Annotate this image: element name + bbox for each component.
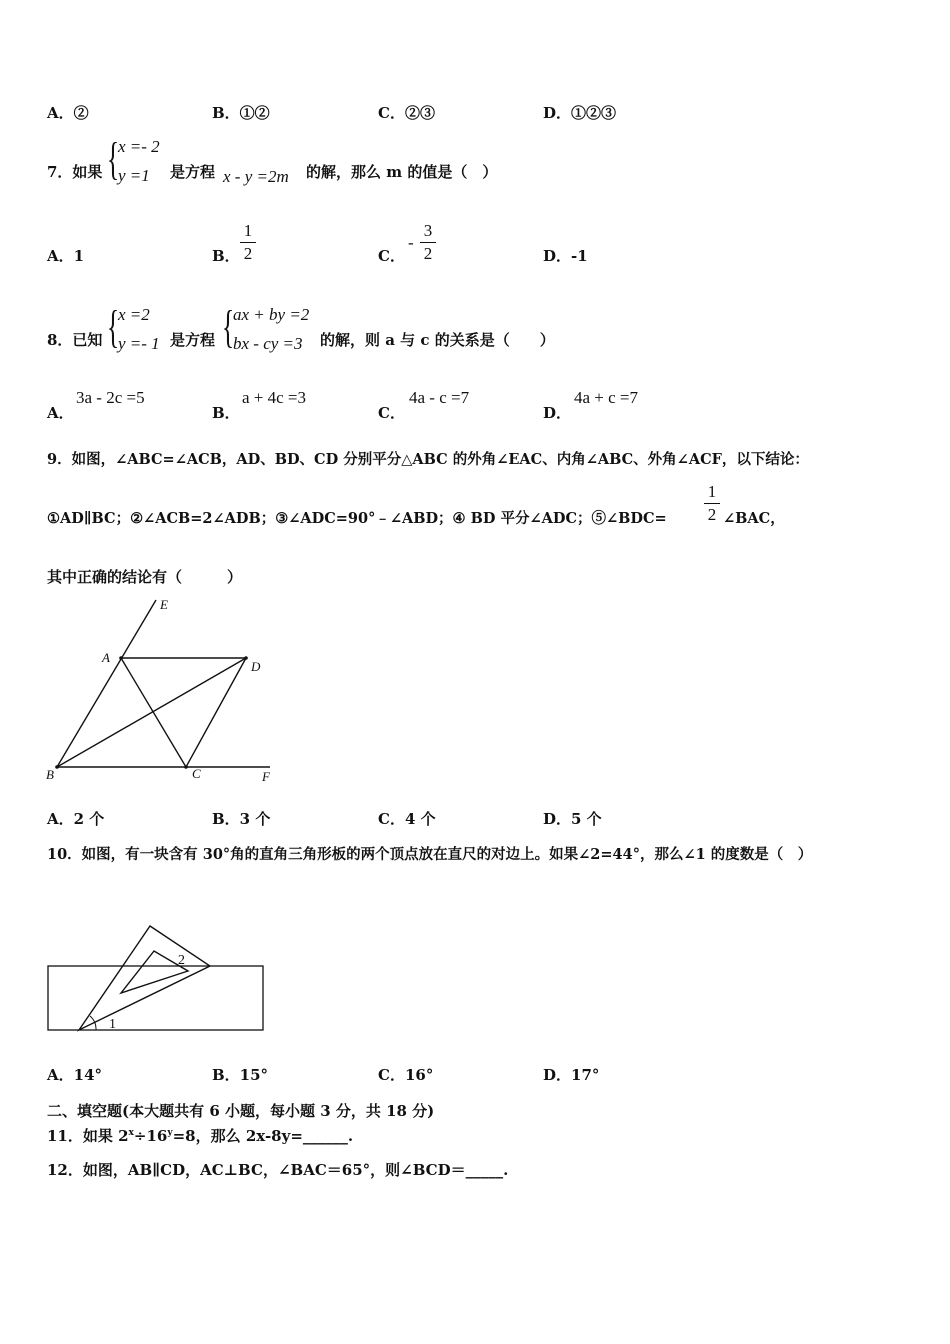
q8-system2-line2: bx - cy =3: [233, 334, 303, 353]
q6-option-b: B．①②: [212, 104, 270, 122]
q9-conclusions: ①AD∥BC；②∠ACB=2∠ADB；③∠ADC=90°﹣∠ABD；④ BD 平分∠ADC；⑤∠BDC=: [47, 510, 667, 527]
q9-option-c: C．4 个: [378, 810, 436, 828]
q6-option-a: A．②: [47, 104, 89, 122]
q10-option-b: B．15°: [212, 1066, 269, 1084]
q8-system1-line2: y =- 1: [118, 334, 160, 353]
q7-option-b-numerator: 1: [243, 221, 253, 240]
q8-option-b-label: B．: [212, 404, 240, 422]
q10-option-c: C．16°: [378, 1066, 434, 1084]
q11-sup-x: x: [128, 1128, 134, 1138]
q8-system1-line1: x =2: [118, 305, 150, 324]
q11-mid: ÷16: [133, 1127, 168, 1145]
q9-option-a: A．2 个: [47, 810, 105, 828]
q12-text: 12．如图，AB∥CD，AC⊥BC，∠BAC＝65°，则∠BCD＝_____.: [47, 1161, 509, 1179]
q8-option-c-expr: 4a - c =7: [409, 388, 470, 407]
q7-option-d: D．-1: [543, 247, 588, 265]
q7-option-b-label: B．: [212, 247, 240, 265]
q11-post: =8，那么 2x-8y=______.: [172, 1127, 354, 1145]
q10-stem: 10．如图，有一块含有 30°角的直角三角形板的两个顶点放在直尺的对边上。如果∠2=44°，那么∠1 的度数是（ ）: [47, 846, 813, 863]
q9-label-c: C: [192, 766, 201, 781]
q9-stem: 9．如图，∠ABC=∠ACB，AD、BD、CD 分别平分△ABC 的外角∠EAC、内角∠ABC、外角∠ACF，以下结论：: [47, 451, 809, 468]
q7-middle-text: 是方程: [170, 163, 216, 181]
q7-number: 7．如果: [47, 163, 103, 181]
q8-option-b-expr: a + 4c =3: [242, 388, 307, 407]
q9-label-d: D: [251, 659, 261, 674]
q8-option-d-label: D．: [543, 404, 572, 422]
q10-label-angle2: 2: [178, 953, 185, 968]
q7-option-c-sign: -: [408, 233, 414, 252]
q9-label-e: E: [160, 597, 168, 612]
q10-option-a: A．14°: [47, 1066, 103, 1084]
q8-option-a-label: A．: [47, 404, 74, 422]
q7-equation: x - y =2m: [223, 167, 289, 186]
q6-option-d: D．①②③: [543, 104, 617, 122]
q9-conclusions-tail: ∠BAC，: [723, 510, 785, 527]
q8-system2-line1: ax + by =2: [233, 305, 310, 324]
q8-option-d-expr: 4a + c =7: [574, 388, 639, 407]
q8-option-c-label: C．: [378, 404, 405, 422]
q8-option-a-expr: 3a - 2c =5: [76, 388, 145, 407]
q9-fraction-denominator: 2: [707, 505, 717, 524]
q9-label-f: F: [262, 769, 270, 784]
q10-option-d: D．17°: [543, 1066, 600, 1084]
q9-label-b: B: [46, 767, 54, 782]
q8-system1-brace: {: [107, 301, 120, 352]
q7-system-line2: y =1: [118, 166, 150, 185]
q11-pre: 11．如果 2: [47, 1127, 129, 1145]
q8-number: 8．已知: [47, 331, 103, 349]
q9-option-b: B．3 个: [212, 810, 271, 828]
q7-option-c-denominator: 2: [423, 244, 433, 263]
q11-text: [47, 1125, 353, 1146]
q7-option-c-label: C．: [378, 247, 405, 265]
q11-sup-y: y: [167, 1128, 173, 1138]
q7-option-b-denominator: 2: [243, 244, 253, 263]
q9-option-d: D．5 个: [543, 810, 602, 828]
q8-system2-brace: {: [222, 301, 235, 352]
q7-tail-text: 的解，那么 m 的值是（ ）: [306, 163, 498, 181]
q9-fraction-numerator: 1: [707, 482, 717, 501]
q8-middle-text: 是方程: [170, 331, 216, 349]
q9-label-a: A: [102, 650, 110, 665]
q6-option-c: C．②③: [378, 104, 435, 122]
q10-ruler: [48, 966, 263, 1030]
q7-system-line1: x =- 2: [118, 137, 160, 156]
q10-label-angle1: 1: [109, 1017, 116, 1032]
q7-system-brace: {: [107, 133, 120, 184]
q9-ask: 其中正确的结论有（ ）: [47, 568, 243, 586]
q8-tail-text: 的解，则 a 与 c 的关系是（ ）: [320, 331, 555, 349]
q7-option-a: A．1: [47, 247, 85, 265]
q10-triangle: [79, 926, 210, 1030]
section2-title: 二、填空题(本大题共有 6 小题，每小题 3 分，共 18 分): [47, 1102, 435, 1120]
q7-option-c-numerator: 3: [423, 221, 433, 240]
